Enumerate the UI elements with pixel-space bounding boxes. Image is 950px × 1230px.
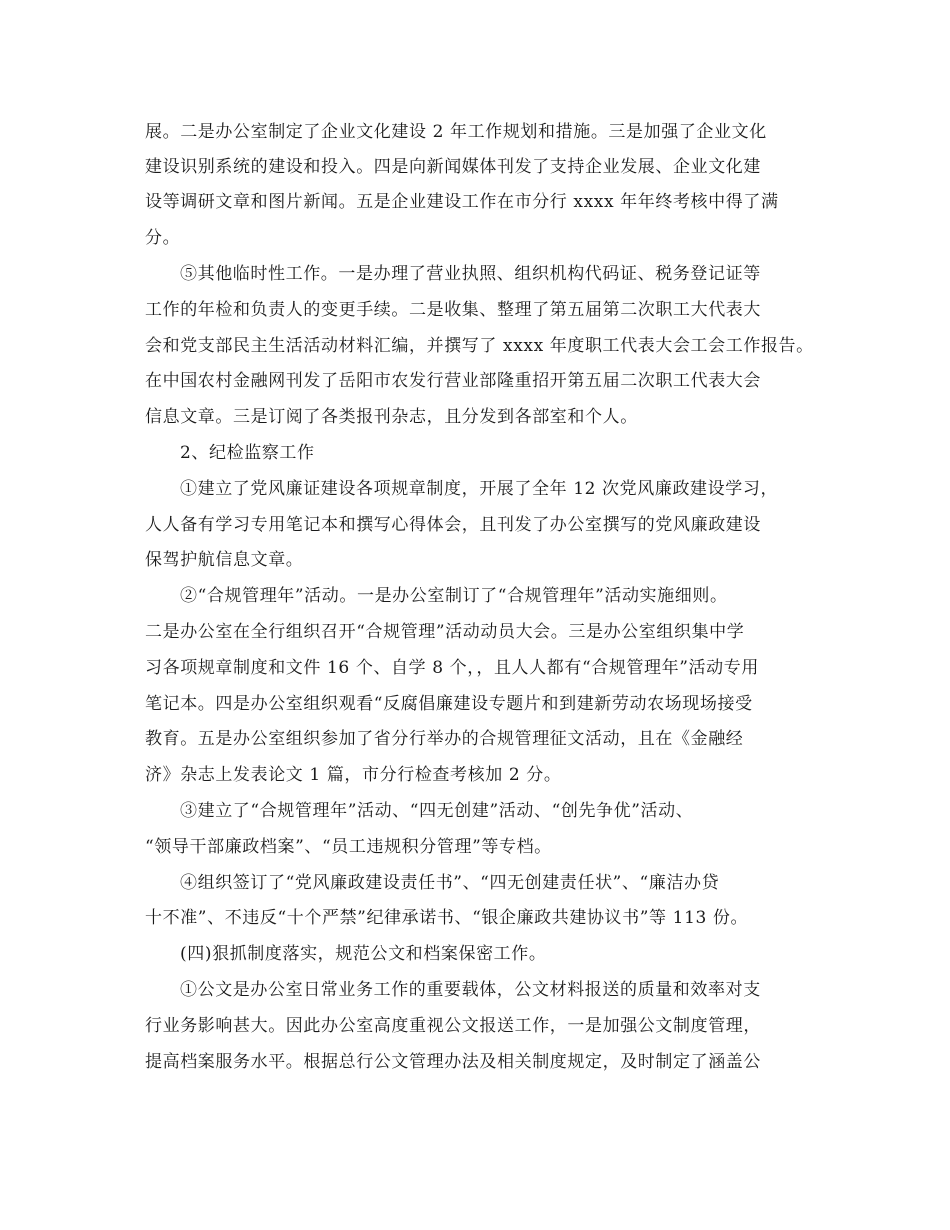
paragraph-line: 设等调研文章和图片新闻。五是企业建设工作在市分行 xxxx 年年终考核中得了满 [145, 192, 779, 212]
paragraph-line: 在中国农村金融网刊发了岳阳市农发行营业部隆重招开第五届二次职工代表大会 [145, 371, 761, 391]
paragraph-line: 信息文章。三是订阅了各类报刊杂志，且分发到各部室和个人。 [145, 407, 638, 427]
paragraph-line: 习各项规章制度和文件 16 个、自学 8 个，，且人人都有“合规管理年”活动专用 [145, 658, 759, 678]
paragraph-line: 教育。五是办公室组织参加了省分行举办的合规管理征文活动，且在《金融经 [145, 729, 744, 749]
section-heading: (四)狠抓制度落实，规范公文和档案保密工作。 [180, 944, 547, 964]
paragraph-line: 保驾护航信息文章。 [145, 550, 304, 570]
paragraph-line: ①公文是办公室日常业务工作的重要载体，公文材料报送的质量和效率对支 [180, 980, 761, 1000]
paragraph-line: 分。 [145, 228, 181, 248]
paragraph-line: ③建立了“合规管理年”活动、“四无创建”活动、“创先争优”活动、 [180, 801, 694, 821]
paragraph-line: ②“合规管理年”活动。一是办公室制订了“合规管理年”活动实施细则。 [180, 586, 728, 606]
paragraph-line: 济》杂志上发表论文 1 篇，市分行检查考核加 2 分。 [145, 765, 562, 785]
paragraph-line: 二是办公室在全行组织召开“合规管理”活动动员大会。三是办公室组织集中学 [145, 622, 745, 642]
paragraph-line: 笔记本。四是办公室组织观看“反腐倡廉建设专题片和到建新劳动农场现场接受 [145, 694, 753, 714]
paragraph-line: “领导干部廉政档案”、“员工违规积分管理”等专档。 [145, 837, 552, 857]
section-heading: 2、纪检监察工作 [180, 443, 315, 463]
paragraph-line: ⑤其他临时性工作。一是办理了营业执照、组织机构代码证、税务登记证等 [180, 264, 761, 284]
paragraph-line: 提高档案服务水平。根据总行公文管理办法及相关制度规定，及时制定了涵盖公 [145, 1052, 761, 1072]
paragraph-line: 行业务影响甚大。因此办公室高度重视公文报送工作，一是加强公文制度管理， [145, 1016, 761, 1036]
paragraph-line: 十不准”、不违反“十个严禁”纪律承诺书、“银企廉政共建协议书”等 113 份。 [145, 908, 749, 928]
paragraph-line: ④组织签订了“党风廉政建设责任书”、“四无创建责任状”、“廉洁办贷 [180, 873, 720, 893]
paragraph-line: ①建立了党风廉证建设各项规章制度，开展了全年 12 次党风廉政建设学习， [180, 479, 779, 499]
paragraph-line: 人人备有学习专用笔记本和撰写心得体会，且刊发了办公室撰写的党风廉政建设 [145, 515, 761, 535]
paragraph-line: 建设识别系统的建设和投入。四是向新闻媒体刊发了支持企业发展、企业文化建 [145, 157, 761, 177]
paragraph-line: 展。二是办公室制定了企业文化建设 2 年工作规划和措施。三是加强了企业文化 [145, 122, 767, 142]
paragraph-line: 工作的年检和负责人的变更手续。二是收集、整理了第五届第二次职工大代表大 [145, 300, 761, 320]
paragraph-line: 会和党支部民主生活活动材料汇编，并撰写了 xxxx 年度职工代表大会工会工作报告。 [145, 336, 814, 356]
